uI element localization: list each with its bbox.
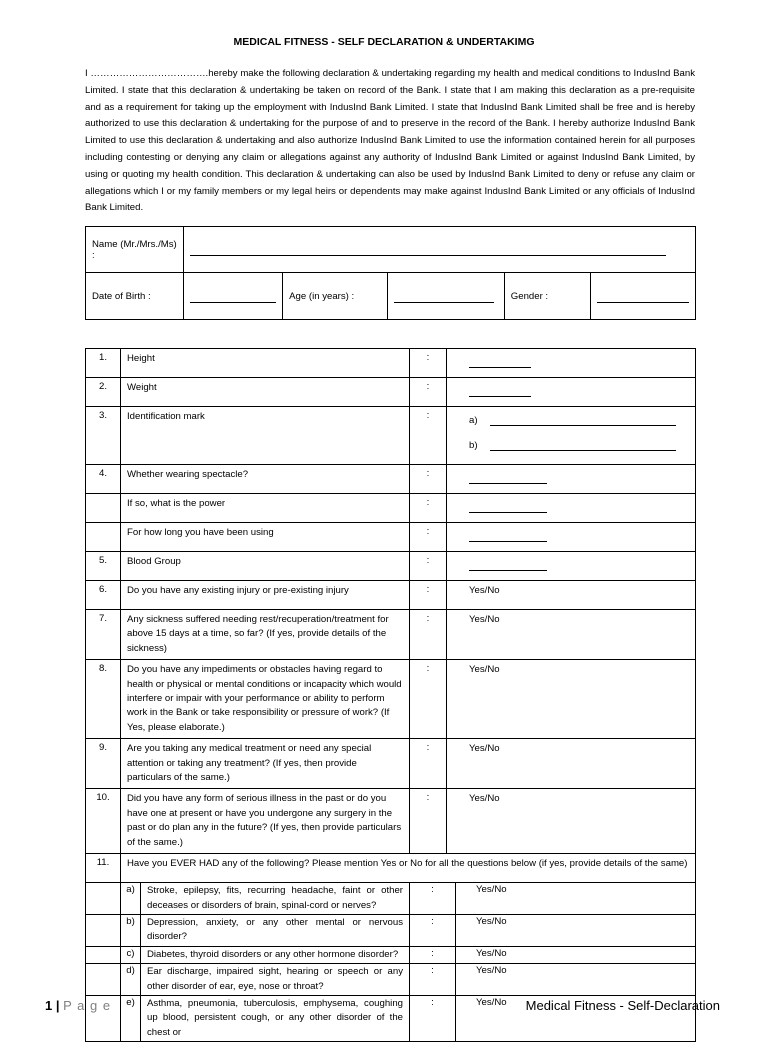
table-row [86,494,696,523]
question-text: Have you EVER HAD any of the following? Please mention Yes or No for all the questions below (if yes, provide details of the same) [121,854,696,883]
page-word: P a g e [63,998,112,1013]
personal-details-table [85,226,696,320]
dob-field[interactable] [184,273,283,320]
medical-questions-table [85,348,696,1042]
question-text: If so, what is the power [121,494,410,523]
sub-question-label: c) [121,946,141,963]
table-row [86,946,696,963]
colon-separator: : [410,964,456,996]
spectacle-duration-answer[interactable] [447,523,696,552]
table-row [86,610,696,660]
gender-label: Gender : [504,273,590,320]
name-label: Name (Mr./Mrs./Ms) : [86,227,184,273]
colon-separator: : [410,581,447,610]
table-row [86,964,696,996]
colon-separator: : [410,407,447,465]
sub-question-text: Asthma, pneumonia, tuberculosis, emphysema, coughing up blood, persistent cough, or any other disorder of the chest or [141,995,410,1041]
blood-group-answer[interactable] [447,552,696,581]
table-row [86,552,696,581]
question-number [86,523,121,552]
page-number: 1 [45,998,53,1013]
colon-separator: : [410,610,447,660]
colon-separator: : [410,552,447,581]
question-number: 4. [86,465,121,494]
table-row [86,523,696,552]
question-number: 3. [86,407,121,465]
colon-separator: : [410,660,447,739]
yes-no-answer[interactable]: Yes/No [447,660,696,739]
question-text: Height [121,349,410,378]
question-text: Any sickness suffered needing rest/recuperation/treatment for above 15 days at a time, so far? (If yes, provide details of the sickness) [121,610,410,660]
question-number: 10. [86,789,121,854]
question-text: Are you taking any medical treatment or need any special attention or taking any treatment? (If yes, then provide particulars of the same.) [121,739,410,789]
question-text: Do you have any existing injury or pre-existing injury [121,581,410,610]
yes-no-answer[interactable]: Yes/No [456,995,696,1041]
colon-separator: : [410,914,456,946]
weight-answer[interactable] [447,378,696,407]
question-text: For how long you have been using [121,523,410,552]
sub-question-text: Depression, anxiety, or any other mental or nervous disorder? [141,914,410,946]
dob-label: Date of Birth : [86,273,184,320]
colon-separator: : [410,349,447,378]
colon-separator: : [410,739,447,789]
table-row [86,581,696,610]
yes-no-answer[interactable]: Yes/No [447,610,696,660]
question-number: 1. [86,349,121,378]
mark-a-label: a) [469,415,478,426]
question-text: Blood Group [121,552,410,581]
sub-question-label: e) [121,995,141,1041]
colon-separator: : [410,494,447,523]
question-number: 9. [86,739,121,789]
question-number: 7. [86,610,121,660]
yes-no-answer[interactable]: Yes/No [456,883,696,915]
table-row [86,883,696,915]
question-text: Do you have any impediments or obstacles having regard to health or physical or mental conditions or incapacity which would interfere or impair with your performance or ability to perform work in the Bank or take responsibility or pressure of work? (If Yes, please elaborate.) [121,660,410,739]
colon-separator: : [410,378,447,407]
age-field[interactable] [388,273,504,320]
table-row [86,407,696,465]
mark-b-label: b) [469,440,478,451]
name-field[interactable] [184,227,696,273]
question-text: Did you have any form of serious illness in the past or do you have one at present or have you undergone any surgery in the past or do plan any in the future? (If yes, then provide particulars of the same.) [121,789,410,854]
height-answer[interactable] [447,349,696,378]
colon-separator: : [410,523,447,552]
yes-no-answer[interactable]: Yes/No [456,914,696,946]
spectacle-answer[interactable] [447,465,696,494]
page-footer-number [45,998,111,1013]
footer-separator: | [55,998,60,1013]
question-number: 6. [86,581,121,610]
yes-no-answer[interactable]: Yes/No [447,789,696,854]
table-row [86,349,696,378]
colon-separator: : [410,946,456,963]
sub-question-label: b) [121,914,141,946]
colon-separator: : [410,995,456,1041]
declaration-paragraph: I ……………………………….hereby make the following declaration & undertaking regarding my health and medical conditions to IndusInd Bank Limited. I state that this declaration & undertaking be taken on record of the Bank. I state that I am making this declaration as a pre-requisite and as a requirement for taking up the employment with IndusInd Bank Limited. I state that IndusInd Bank Limited shall be free and is hereby authorized to use this declaration & undertaking for the purpose of and to preserve in the record of the Bank. I hereby authorize IndusInd Bank Limited to use this declaration & undertaking and also authorize IndusInd Bank Limited to use the information contained herein for all purposes including contesting or denying any claim or allegations against any authority of IndusInd Bank Limited or against IndusInd Bank Limited, by using or quoting my health condition. This declaration & undertaking can also be used by IndusInd Bank Limited to deny or refuse any claim or allegations which I or my family members or my legal heirs or dependents may make against IndusInd Bank Limited or any officials of IndusInd Bank Limited. [85,68,695,214]
spectacle-power-answer[interactable] [447,494,696,523]
sub-question-label: d) [121,964,141,996]
question-number: 2. [86,378,121,407]
table-row [86,660,696,739]
question-number [86,494,121,523]
table-row [86,854,696,883]
question-number: 8. [86,660,121,739]
table-row [86,465,696,494]
sub-question-label: a) [121,883,141,915]
yes-no-answer[interactable]: Yes/No [447,739,696,789]
colon-separator: : [410,465,447,494]
table-row [86,378,696,407]
question-text: Whether wearing spectacle? [121,465,410,494]
yes-no-answer[interactable]: Yes/No [447,581,696,610]
question-number: 11. [86,854,121,883]
identification-mark-answer[interactable] [447,407,696,465]
colon-separator: : [410,883,456,915]
document-title: MEDICAL FITNESS - SELF DECLARATION & UNDERTAKIMG [233,36,535,48]
sub-question-text: Diabetes, thyroid disorders or any other hormone disorder? [141,946,410,963]
question-text: Weight [121,378,410,407]
yes-no-answer[interactable]: Yes/No [456,964,696,996]
sub-question-text: Stroke, epilepsy, fits, recurring headache, faint or other deceases or disorders of brain, spinal-cord or nerves? [141,883,410,915]
colon-separator: : [410,789,447,854]
gender-field[interactable] [591,273,696,320]
table-row [86,914,696,946]
footer-document-title: Medical Fitness - Self-Declaration [525,998,720,1013]
table-row [86,739,696,789]
sub-question-text: Ear discharge, impaired sight, hearing or speech or any other disorder of ear, eye, nose or throat? [141,964,410,996]
table-row [86,789,696,854]
age-label: Age (in years) : [283,273,388,320]
yes-no-answer[interactable]: Yes/No [456,946,696,963]
question-number: 5. [86,552,121,581]
question-text: Identification mark [121,407,410,465]
